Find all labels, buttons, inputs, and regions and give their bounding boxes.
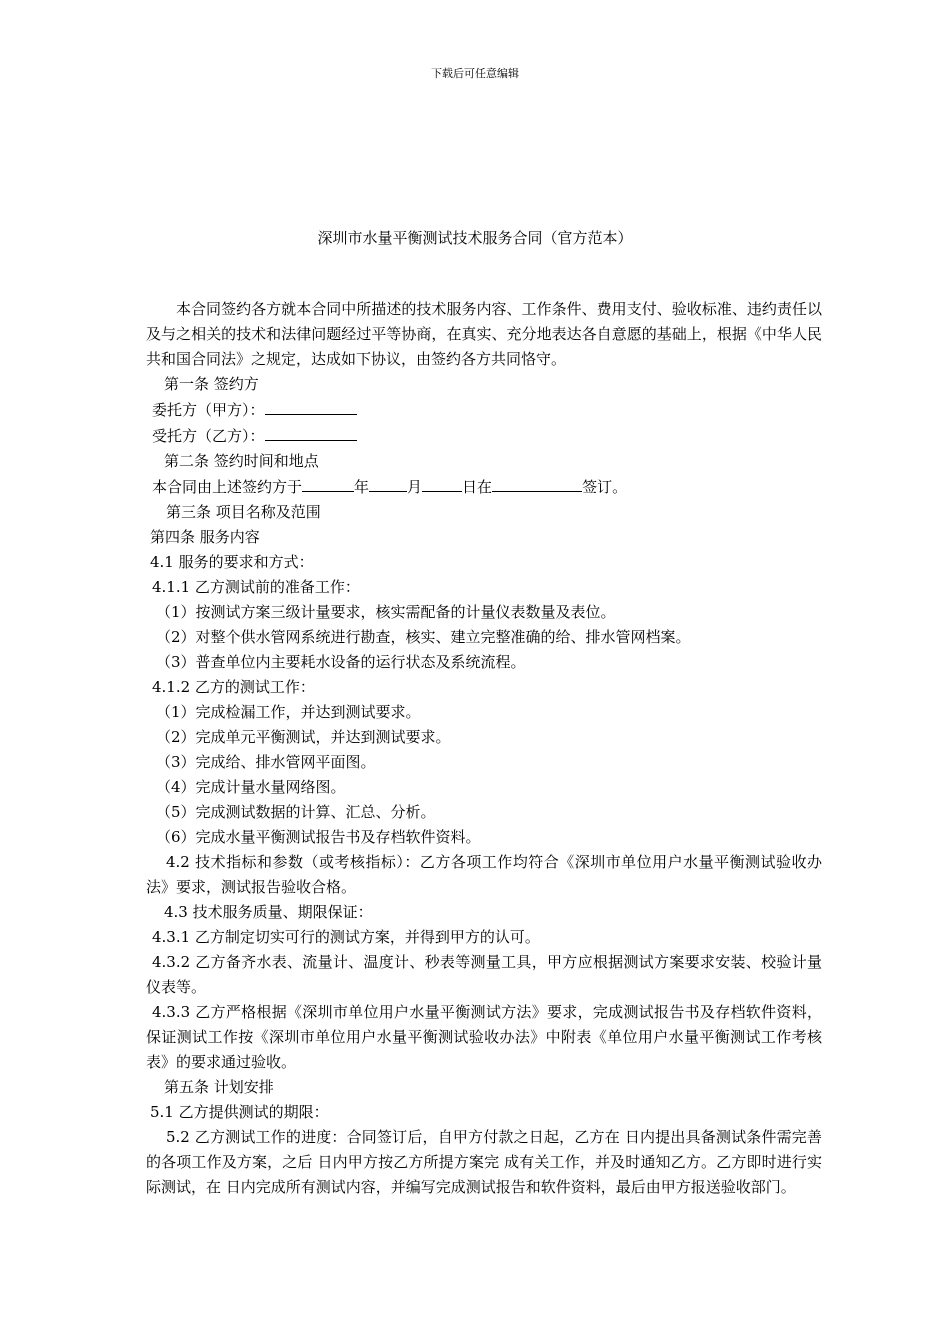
list-item: （1）完成检漏工作，并达到测试要求。 (156, 703, 421, 721)
section-4-3-1: 4.3.1 乙方制定切实可行的测试方案，并得到甲方的认可。 (152, 928, 540, 946)
party-b-line (146, 423, 822, 449)
article-2-heading: 第二条 签约时间和地点 (164, 452, 319, 470)
page-header-note: 下载后可任意编辑 (431, 67, 519, 80)
document-title: 深圳市水量平衡测试技术服务合同（官方范本） (317, 229, 633, 247)
section-4-1-1: 4.1.1 乙方测试前的准备工作： (152, 578, 360, 596)
section-4-1: 4.1 服务的要求和方式： (150, 553, 314, 571)
party-a-line (146, 397, 822, 423)
party-b-label: 受托方（乙方）： (152, 427, 265, 445)
party-a-label: 委托方（甲方）： (152, 401, 265, 419)
signed-label: 签订。 (582, 478, 628, 496)
article-5-heading: 第五条 计划安排 (164, 1078, 274, 1096)
section-4-3-2: 4.3.2 乙方备齐水表、流量计、温度计、秒表等测量工具，甲方应根据测试方案要求安装、校验计量仪表等。 (146, 953, 822, 996)
list-item: （3）普查单位内主要耗水设备的运行状态及系统流程。 (156, 653, 526, 671)
list-item: （5）完成测试数据的计算、汇总、分析。 (156, 803, 436, 821)
day-blank[interactable] (422, 474, 462, 492)
article-4-heading: 第四条 服务内容 (150, 528, 260, 546)
place-blank[interactable] (492, 474, 582, 492)
day-in-label: 日在 (462, 478, 493, 496)
section-4-1-2: 4.1.2 乙方的测试工作： (152, 678, 315, 696)
list-item: （2）对整个供水管网系统进行勘查，核实、建立完整准确的给、排水管网档案。 (156, 628, 691, 646)
intro-paragraph: 本合同签约各方就本合同中所描述的技术服务内容、工作条件、费用支付、验收标准、违约责任以及与之相关的技术和法律问题经过平等协商，在真实、充分地表达各自意愿的基础上，根据《中华人民共和国合同法》之规定，达成如下协议，由签约各方共同恪守。 (146, 300, 822, 368)
month-label: 月 (407, 478, 423, 496)
section-4-3: 4.3 技术服务质量、期限保证： (164, 903, 373, 921)
contract-body (146, 297, 822, 1200)
section-4-2: 4.2 技术指标和参数（或考核指标）：乙方各项工作均符合《深圳市单位用户水量平衡测试验收办法》要求，测试报告验收合格。 (146, 853, 822, 896)
list-item: （4）完成计量水量网络图。 (156, 778, 346, 796)
section-5-2: 5.2 乙方测试工作的进度：合同签订后，自甲方付款之日起，乙方在 日内提出具备测试条件需完善的各项工作及方案，之后 日内甲方按乙方所提方案完 成有关工作，并及时通知乙方。乙方即时进行实际测试，在 日内完成所有测试内容，并编写完成测试报告和软件资料，最后由甲方报送验收部门。 (146, 1128, 822, 1196)
list-item: （1）按测试方案三级计量要求，核实需配备的计量仪表数量及表位。 (156, 603, 616, 621)
article-1-heading: 第一条 签约方 (164, 375, 259, 393)
article-3-heading: 第三条 项目名称及范围 (166, 503, 321, 521)
signing-prefix: 本合同由上述签约方于 (152, 478, 303, 496)
party-a-blank[interactable] (265, 397, 357, 415)
list-item: （6）完成水量平衡测试报告书及存档软件资料。 (156, 828, 481, 846)
section-5-1: 5.1 乙方提供测试的期限： (150, 1103, 329, 1121)
signing-line (146, 474, 822, 500)
month-blank[interactable] (369, 474, 407, 492)
list-item: （2）完成单元平衡测试，并达到测试要求。 (156, 728, 451, 746)
year-blank[interactable] (302, 474, 354, 492)
year-label: 年 (354, 478, 370, 496)
section-4-3-3: 4.3.3 乙方严格根据《深圳市单位用户水量平衡测试方法》要求，完成测试报告书及存档软件资料，保证测试工作按《深圳市单位用户水量平衡测试验收办法》中附表《单位用户水量平衡测试工作考核表》的要求通过验收。 (146, 1003, 822, 1071)
list-item: （3）完成给、排水管网平面图。 (156, 753, 376, 771)
party-b-blank[interactable] (265, 423, 357, 441)
